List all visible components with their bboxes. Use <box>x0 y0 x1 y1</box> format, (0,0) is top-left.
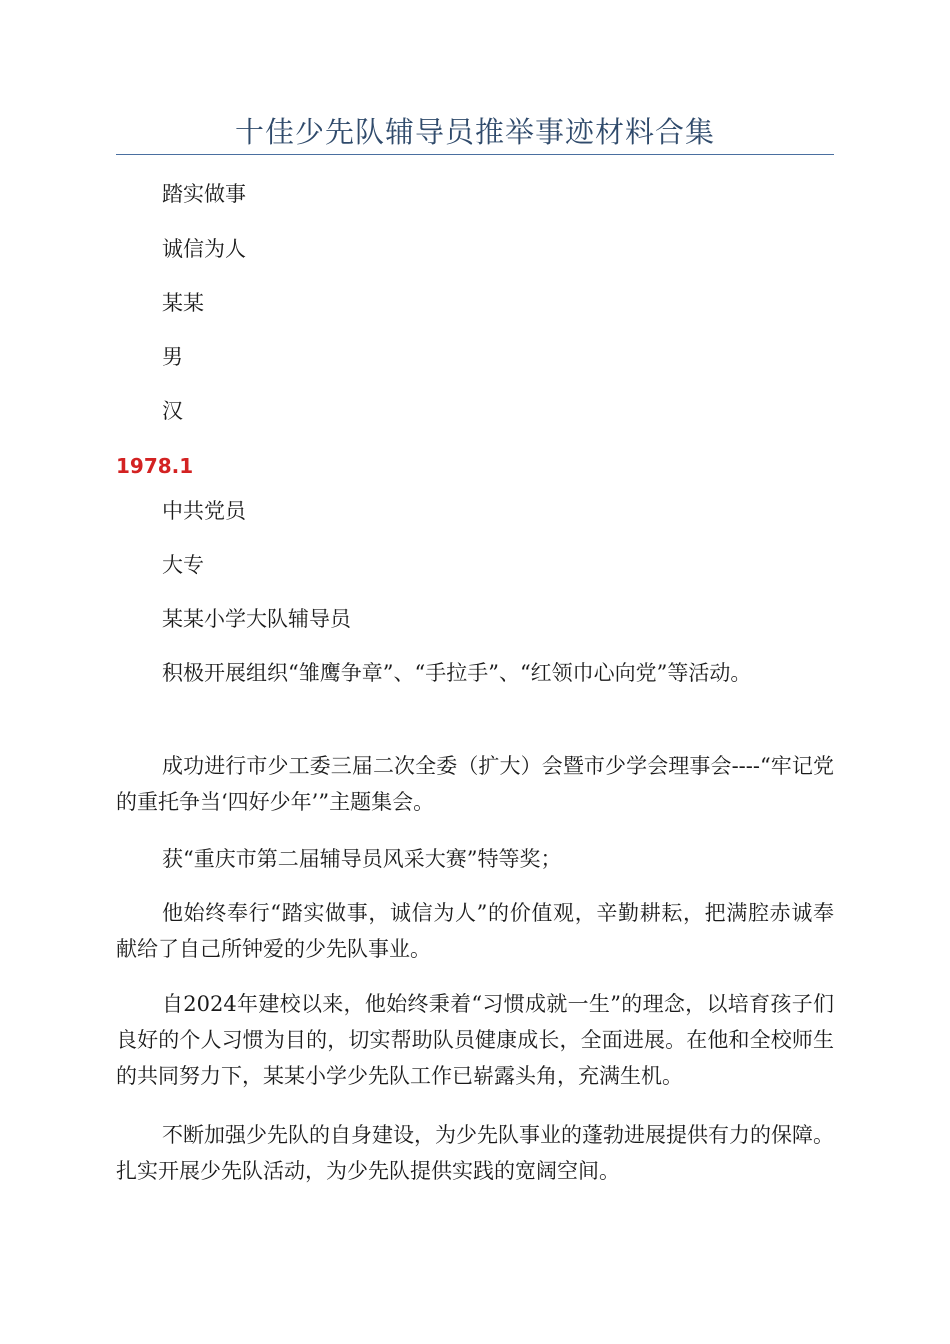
field-motto-2: 诚信为人 <box>162 237 246 261</box>
field-motto-1: 踏实做事 <box>162 182 246 206</box>
field-political-status: 中共党员 <box>162 499 246 523</box>
paragraph-values: 他始终奉行“踏实做事，诚信为人”的价值观，辛勤耕耘，把满腔赤诚奉献给了自己所钟爱的少先队事业。 <box>116 901 834 961</box>
paragraph-school-history: 自2024年建校以来，他始终秉着“习惯成就一生”的理念，以培育孩子们良好的个人习惯为目的，切实帮助队员健康成长，全面进展。在他和全校师生的共同努力下，某某小学少先队工作已崭露头角，充满生机。 <box>116 992 834 1088</box>
document-title: 十佳少先队辅导员推举事迹材料合集 <box>234 115 715 149</box>
field-birth-date: 1978.1 <box>116 454 194 478</box>
field-position: 某某小学大队辅导员 <box>162 607 351 631</box>
paragraph-award: 获“重庆市第二届辅导员风采大赛”特等奖； <box>162 847 562 871</box>
paragraph-activities: 积极开展组织“雏鹰争章”、“手拉手”、“红领巾心向党”等活动。 <box>162 661 752 685</box>
paragraph-team-building: 不断加强少先队的自身建设，为少先队事业的蓬勃进展提供有力的保障。扎实开展少先队活动，为少先队提供实践的宽阔空间。 <box>116 1123 834 1183</box>
paragraph-meeting: 成功进行市少工委三届二次全委（扩大）会暨市少学会理事会----“牢记党的重托争当‘四好少年’”主题集会。 <box>116 754 834 814</box>
field-gender: 男 <box>162 345 183 369</box>
field-education: 大专 <box>162 553 204 577</box>
field-name: 某某 <box>162 291 204 315</box>
field-ethnicity: 汉 <box>162 399 183 423</box>
title-underline <box>116 154 834 155</box>
